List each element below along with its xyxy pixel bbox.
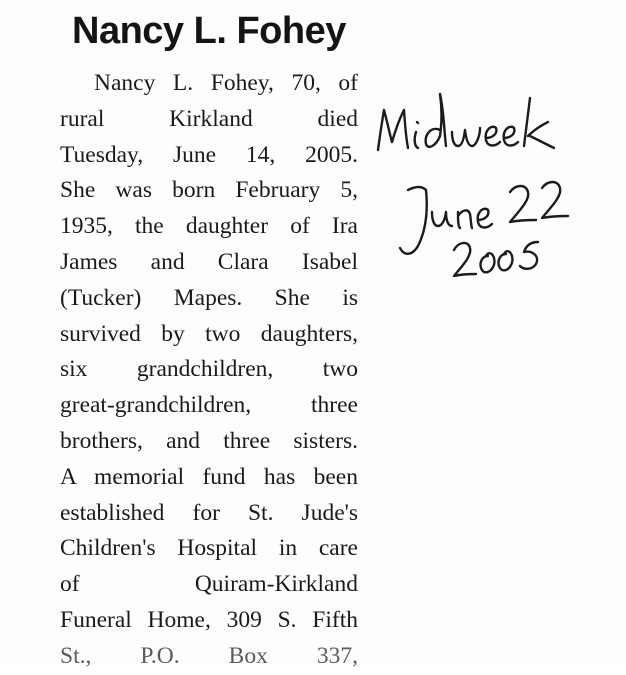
article-line: Children's Hospital in care <box>60 535 358 562</box>
article-line: Nancy L. Fohey, 70, of <box>94 70 358 96</box>
article-line: 1935, the daughter of Ira <box>60 213 358 240</box>
article-line: James and Clara Isabel <box>60 248 358 275</box>
obituary-headline: Nancy L. Fohey <box>72 10 346 52</box>
handwriting-midweek <box>378 94 554 150</box>
article-line: A memorial fund has been <box>60 463 358 490</box>
article-line: great-grandchildren, three <box>60 392 358 419</box>
article-line: established for St. Jude's <box>60 499 358 526</box>
article-line: six grandchildren, two <box>60 356 358 383</box>
article-line: of Quiram-Kirkland <box>60 571 358 598</box>
article-line: She was born February 5, <box>60 177 358 204</box>
article-line-cut-off: St., P.O. Box 337, <box>60 642 358 669</box>
handwriting-2005 <box>454 242 538 276</box>
article-line: (Tucker) Mapes. She is <box>60 284 358 311</box>
article-line: Tuesday, June 14, 2005. <box>60 141 358 168</box>
article-line: brothers, and three sisters. <box>60 427 358 454</box>
obituary-body <box>60 66 358 675</box>
article-line: Funeral Home, 309 S. Fifth <box>60 606 358 633</box>
handwritten-date-note <box>370 80 620 300</box>
handwriting-june-22 <box>400 182 568 254</box>
article-line: survived by two daughters, <box>60 320 358 347</box>
article-line: rural Kirkland died <box>60 105 358 132</box>
